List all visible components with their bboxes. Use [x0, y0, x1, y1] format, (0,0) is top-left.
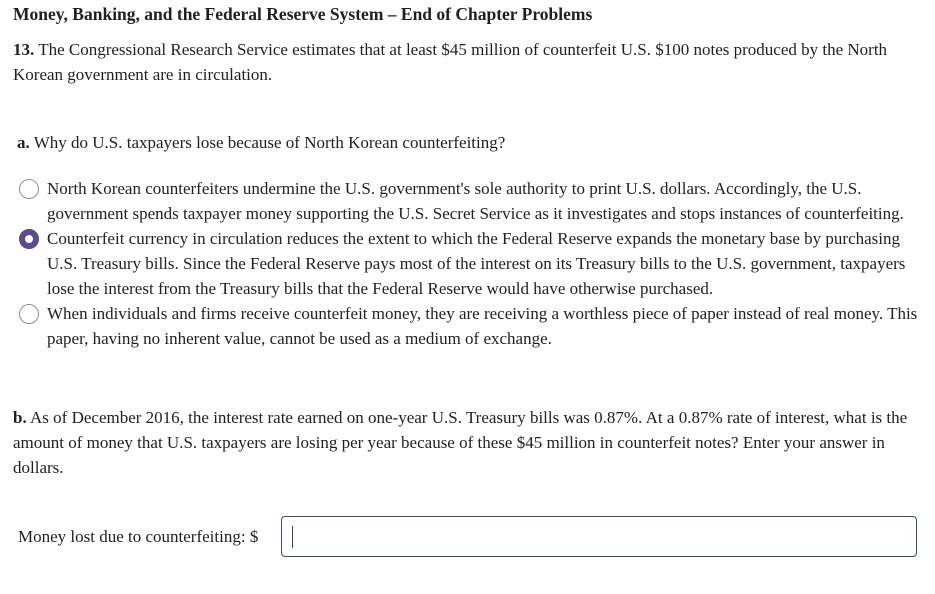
choice-2[interactable] — [18, 226, 923, 301]
page-title: Money, Banking, and the Federal Reserve System – End of Chapter Problems — [13, 4, 593, 24]
radio-button[interactable] — [19, 304, 39, 324]
radio-button[interactable] — [19, 179, 39, 199]
part-b-question — [13, 405, 918, 480]
part-b-question-text: As of December 2016, the interest rate earned on one-year U.S. Treasury bills was 0.87%. At a 0.87% rate of interest, what is the amount of money that U.S. taxpayers are losing per year because of these $45 million in counterfeit notes? Enter your answer in dollars. — [13, 408, 908, 477]
answer-choices — [18, 176, 923, 351]
answer-row — [18, 516, 918, 557]
part-b-label: b. — [13, 408, 27, 427]
problem-intro-text: The Congressional Research Service estimates that at least $45 million of counterfeit U.S. $100 notes produced by the North Korean government are in circulation. — [13, 40, 888, 84]
choice-2-text: Counterfeit currency in circulation reduces the extent to which the Federal Reserve expands the monetary base by purchasing U.S. Treasury bills. Since the Federal Reserve pays most of the interest on its Treasury bills to the U.S. government, taxpayers lose the interest from the Treasury bills that the Federal Reserve would have otherwise purchased. — [47, 229, 906, 298]
part-a-label: a. — [17, 133, 30, 152]
problem-number: 13. — [13, 40, 35, 59]
choice-3-text: When individuals and firms receive counterfeit money, they are receiving a worthless piece of paper instead of real money. This paper, having no inherent value, cannot be used as a medium of exchange. — [47, 304, 918, 348]
choice-1-text: North Korean counterfeiters undermine the U.S. government's sole authority to print U.S. dollars. Accordingly, the U.S. government spends taxpayer money supporting the U.S. Secret Service as it investigates and stops instances of counterfeiting. — [47, 179, 904, 223]
text-caret — [292, 526, 293, 548]
part-a-question — [17, 130, 505, 155]
problem-intro — [13, 37, 918, 87]
answer-label: Money lost due to counterfeiting: $ — [18, 527, 259, 546]
choice-1[interactable] — [18, 176, 923, 226]
choice-3[interactable] — [18, 301, 923, 351]
radio-button-selected[interactable] — [19, 229, 39, 249]
money-lost-input[interactable] — [281, 516, 917, 557]
part-a-question-text: Why do U.S. taxpayers lose because of North Korean counterfeiting? — [33, 133, 506, 152]
